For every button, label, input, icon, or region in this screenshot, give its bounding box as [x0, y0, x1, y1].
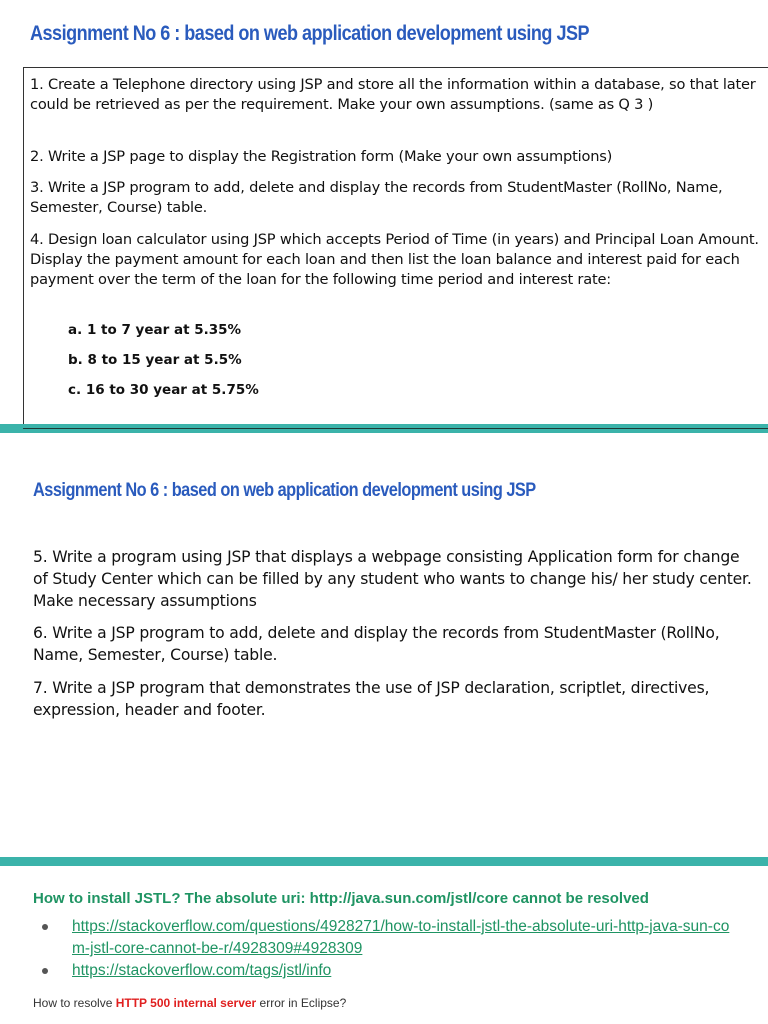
- question-1: 1. Create a Telephone directory using JSP and store all the information within a database, so that later could be retrieved as per the requirement. Make your own assumptions. (same as Q 3 ): [30, 76, 756, 113]
- link-list: [40, 916, 740, 982]
- question-5: 5. Write a program using JSP that displays a webpage consisting Application form for change of Study Center which can be filled by any student who wants to change his/ her study center. Make necessary assumptions: [33, 548, 752, 610]
- stackoverflow-question-link[interactable]: https://stackoverflow.com/questions/4928271/how-to-install-jstl-the-absolute-uri-http-java-sun-com-jstl-core-cannot-be-r/4928309#4928309: [72, 918, 730, 957]
- rate-item-a: a. 1 to 7 year at 5.35%: [68, 322, 242, 338]
- stackoverflow-tags-link[interactable]: https://stackoverflow.com/tags/jstl/info: [72, 962, 332, 979]
- question-3: 3. Write a JSP program to add, delete and display the records from StudentMaster (RollNo, Name, Semester, Course) table.: [30, 179, 723, 216]
- question-6: 6. Write a JSP program to add, delete and display the records from StudentMaster (RollNo, Name, Semester, Course) table.: [33, 624, 720, 664]
- error-highlight: HTTP 500 internal server: [115, 996, 257, 1010]
- list-item: [40, 916, 740, 960]
- jstl-heading: How to install JSTL? The absolute uri: http://java.sun.com/jstl/core cannot be resolved: [33, 890, 649, 907]
- eclipse-prefix: How to resolve: [33, 996, 116, 1010]
- page-title: Assignment No 6 : based on web application development using JSP: [33, 480, 536, 501]
- eclipse-error-heading: [33, 996, 346, 1010]
- eclipse-suffix: error in Eclipse?: [256, 996, 347, 1010]
- rate-item-b: b. 8 to 15 year at 5.5%: [68, 352, 242, 368]
- box-bottom-border: [23, 428, 768, 429]
- page-title: Assignment No 6 : based on web application development using JSP: [30, 22, 590, 45]
- question-4: 4. Design loan calculator using JSP which accepts Period of Time (in years) and Principal Loan Amount. Display the payment amount for each loan and then list the loan balance and interest paid for each payment over the term of the loan for the following time period and interest rate:: [30, 231, 759, 288]
- bullet-icon: [42, 924, 48, 930]
- bullet-icon: [42, 968, 48, 974]
- question-7: 7. Write a JSP program that demonstrates the use of JSP declaration, scriptlet, directives, expression, header and footer.: [33, 679, 710, 719]
- list-item: [40, 960, 740, 982]
- page-divider: [0, 857, 768, 866]
- rate-item-c: c. 16 to 30 year at 5.75%: [68, 382, 259, 398]
- question-2: 2. Write a JSP page to display the Registration form (Make your own assumptions): [30, 148, 613, 165]
